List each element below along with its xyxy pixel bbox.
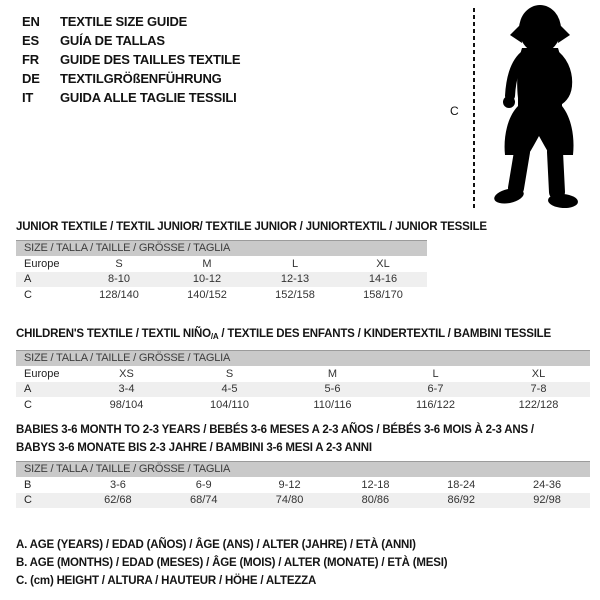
legend-c: C. (cm) HEIGHT / ALTURA / HAUTEUR / HÖHE / ALTEZZA [16, 575, 317, 587]
height-cell: 80/86 [361, 494, 390, 507]
table-row-height [16, 397, 590, 413]
row-label: Europe [24, 367, 60, 380]
language-row-fr [22, 50, 240, 69]
height-cell: 62/68 [104, 494, 132, 507]
title-subscript: /A [210, 332, 219, 341]
size-cell: L [291, 257, 299, 270]
language-label: GUÍA DE TALLAS [60, 33, 165, 48]
language-label: TEXTILE SIZE GUIDE [60, 14, 188, 29]
height-cell: 128/140 [99, 288, 139, 301]
height-cell: 140/152 [187, 288, 227, 301]
height-cell: 86/92 [447, 494, 475, 507]
age-cell: 24-36 [532, 478, 562, 491]
table-row-height [16, 287, 427, 303]
junior-textile-table [16, 218, 487, 303]
table-row-europe [16, 256, 427, 272]
legend [16, 536, 447, 590]
row-label: A [24, 273, 32, 286]
language-label: TEXTILGRÖßENFÜHRUNG [60, 71, 222, 86]
language-code: ES [22, 33, 39, 48]
table-row-age [16, 382, 590, 398]
language-row-en [22, 12, 240, 31]
table-title: JUNIOR TEXTILE / TEXTIL JUNIOR/ TEXTILE JUNIOR / JUNIORTEXTIL / JUNIOR TESSILE [16, 221, 487, 233]
table-row-europe [16, 366, 590, 382]
title-line-2: BABYS 3-6 MONATE BIS 2-3 JAHRE / BAMBINI 3-6 MESI A 2-3 ANNI [16, 442, 372, 454]
height-cell: 122/128 [518, 398, 559, 411]
toddler-silhouette-icon [482, 2, 596, 212]
height-cell: 74/80 [275, 494, 304, 507]
size-header-bar: SIZE / TALLA / TAILLE / GRÖSSE / TAGLIA [16, 240, 427, 256]
language-code: DE [22, 71, 40, 86]
height-cell: 68/74 [189, 494, 218, 507]
height-cell: 110/116 [313, 398, 352, 411]
table-row-age-months [16, 477, 590, 493]
height-cell: 152/158 [275, 288, 315, 301]
size-cell: M [202, 257, 212, 270]
size-cell: XL [531, 367, 546, 380]
age-cell: 9-12 [278, 478, 301, 491]
measure-label-c: C [450, 104, 459, 118]
language-row-es [22, 31, 240, 50]
row-label: C [24, 288, 32, 301]
age-cell: 3-4 [118, 383, 135, 396]
age-cell: 14-16 [368, 273, 398, 286]
legend-b: B. AGE (MONTHS) / EDAD (MESES) / ÂGE (MOIS) / ALTER (MONATE) / ETÀ (MESI) [16, 557, 448, 569]
language-code: IT [22, 90, 34, 105]
size-guide-figure [440, 2, 598, 214]
age-cell: 10-12 [192, 273, 222, 286]
height-cell: 158/170 [363, 288, 403, 301]
language-code: EN [22, 14, 40, 29]
row-label: Europe [24, 257, 60, 270]
height-cell: 104/110 [210, 398, 249, 411]
age-cell: 18-24 [447, 478, 476, 491]
age-cell: 12-13 [280, 273, 310, 286]
table-title [16, 421, 590, 457]
table-row-height [16, 493, 590, 509]
age-cell: 5-6 [324, 383, 341, 396]
size-cell: S [225, 367, 234, 380]
language-row-it [22, 88, 240, 107]
size-cell: M [327, 367, 338, 380]
language-code: FR [22, 52, 39, 67]
row-label: C [24, 494, 32, 507]
age-cell: 12-18 [361, 478, 390, 491]
age-cell: 6-9 [195, 478, 212, 491]
table-title [16, 325, 590, 346]
row-label: C [24, 398, 32, 411]
title-part: CHILDREN'S TEXTILE / TEXTIL NIÑO [16, 328, 211, 340]
size-cell: L [432, 367, 439, 380]
height-measure-dashed-line [473, 8, 475, 208]
row-label: B [24, 478, 32, 491]
age-cell: 8-10 [107, 273, 131, 286]
age-cell: 6-7 [427, 383, 444, 396]
size-cell: XL [376, 257, 390, 270]
childrens-textile-table [16, 325, 590, 413]
height-cell: 92/98 [533, 494, 561, 507]
language-label: GUIDA ALLE TAGLIE TESSILI [60, 90, 237, 105]
babies-textile-table [16, 421, 590, 508]
language-label: GUIDE DES TAILLES TEXTILE [60, 52, 241, 67]
language-list [22, 12, 240, 107]
row-label: A [24, 383, 32, 396]
height-cell: 98/104 [109, 398, 144, 411]
size-header-bar: SIZE / TALLA / TAILLE / GRÖSSE / TAGLIA [16, 350, 590, 366]
language-row-de [22, 69, 240, 88]
size-cell: S [115, 257, 123, 270]
title-part: / TEXTILE DES ENFANTS / KINDERTEXTIL / BAMBINI TESSILE [218, 328, 551, 340]
age-cell: 4-5 [221, 383, 238, 396]
height-cell: 116/122 [416, 398, 455, 411]
legend-a: A. AGE (YEARS) / EDAD (AÑOS) / ÂGE (ANS) / ALTER (JAHRE) / ETÀ (ANNI) [16, 539, 416, 551]
age-cell: 7-8 [530, 383, 547, 396]
age-cell: 3-6 [109, 478, 126, 491]
size-header-bar: SIZE / TALLA / TAILLE / GRÖSSE / TAGLIA [16, 461, 590, 477]
size-cell: XS [119, 367, 134, 380]
table-row-age [16, 272, 427, 288]
title-line-1: BABIES 3-6 MONTH TO 2-3 YEARS / BEBÉS 3-6 MESES A 2-3 AÑOS / BÉBÉS 3-6 MOIS À 2-3 ANS / [16, 424, 534, 436]
